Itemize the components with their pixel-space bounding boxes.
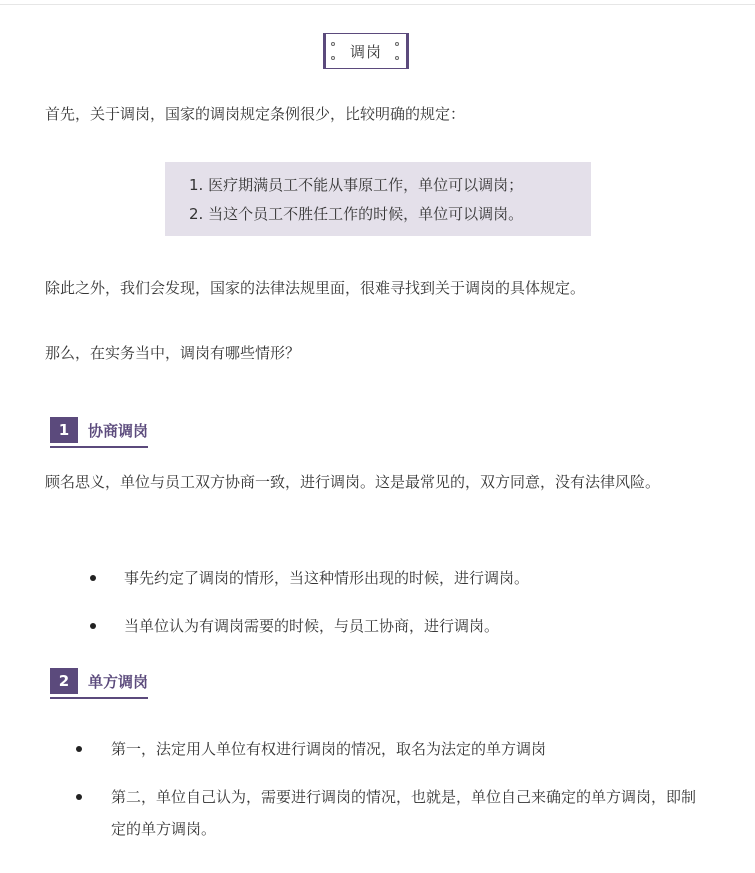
bullet-dot-icon xyxy=(90,575,96,581)
section-number-badge: 2 xyxy=(50,668,78,694)
question-paragraph: 那么，在实务当中，调岗有哪些情形？ xyxy=(45,344,301,362)
regulation-quote-box xyxy=(165,162,591,236)
intro-paragraph: 首先，关于调岗，国家的调岗规定条例很少，比较明确的规定： xyxy=(45,105,466,123)
top-divider xyxy=(0,4,755,5)
bullet-dot-icon xyxy=(76,746,82,752)
section-heading-text: 单方调岗 xyxy=(88,672,149,691)
list-item-text: 第二，单位自己认为，需要进行调岗的情况，也就是，单位自己来确定的单方调岗，即制定的单方调岗。 xyxy=(111,788,697,838)
section-1-description: 顾名思义，单位与员工双方协商一致，进行调岗。这是最常见的，双方同意，没有法律风险。 xyxy=(45,473,661,491)
article-title-box xyxy=(323,33,409,69)
decorative-dots-icon xyxy=(395,42,401,60)
bullet-dot-icon xyxy=(90,623,96,629)
list-item-text: 当单位认为有调岗需要的时候，与员工协商，进行调岗。 xyxy=(124,617,500,635)
list-item-text: 事先约定了调岗的情形，当这种情形出现的时候，进行调岗。 xyxy=(124,569,530,587)
article-title: 调岗 xyxy=(349,42,382,61)
section-heading-1 xyxy=(50,416,148,448)
section-heading-text: 协商调岗 xyxy=(88,421,149,440)
besides-paragraph: 除此之外，我们会发现，国家的法律法规里面，很难寻找到关于调岗的具体规定。 xyxy=(45,279,586,297)
section-heading-2 xyxy=(50,667,148,699)
decorative-dots-icon xyxy=(331,42,337,60)
bullet-dot-icon xyxy=(76,794,82,800)
quote-item: 2. 当这个员工不胜任工作的时候，单位可以调岗。 xyxy=(189,205,524,223)
quote-item: 1. 医疗期满员工不能从事原工作，单位可以调岗； xyxy=(189,176,524,194)
section-number-badge: 1 xyxy=(50,417,78,443)
list-item-text: 第一，法定用人单位有权进行调岗的情况，取名为法定的单方调岗 xyxy=(111,740,547,758)
